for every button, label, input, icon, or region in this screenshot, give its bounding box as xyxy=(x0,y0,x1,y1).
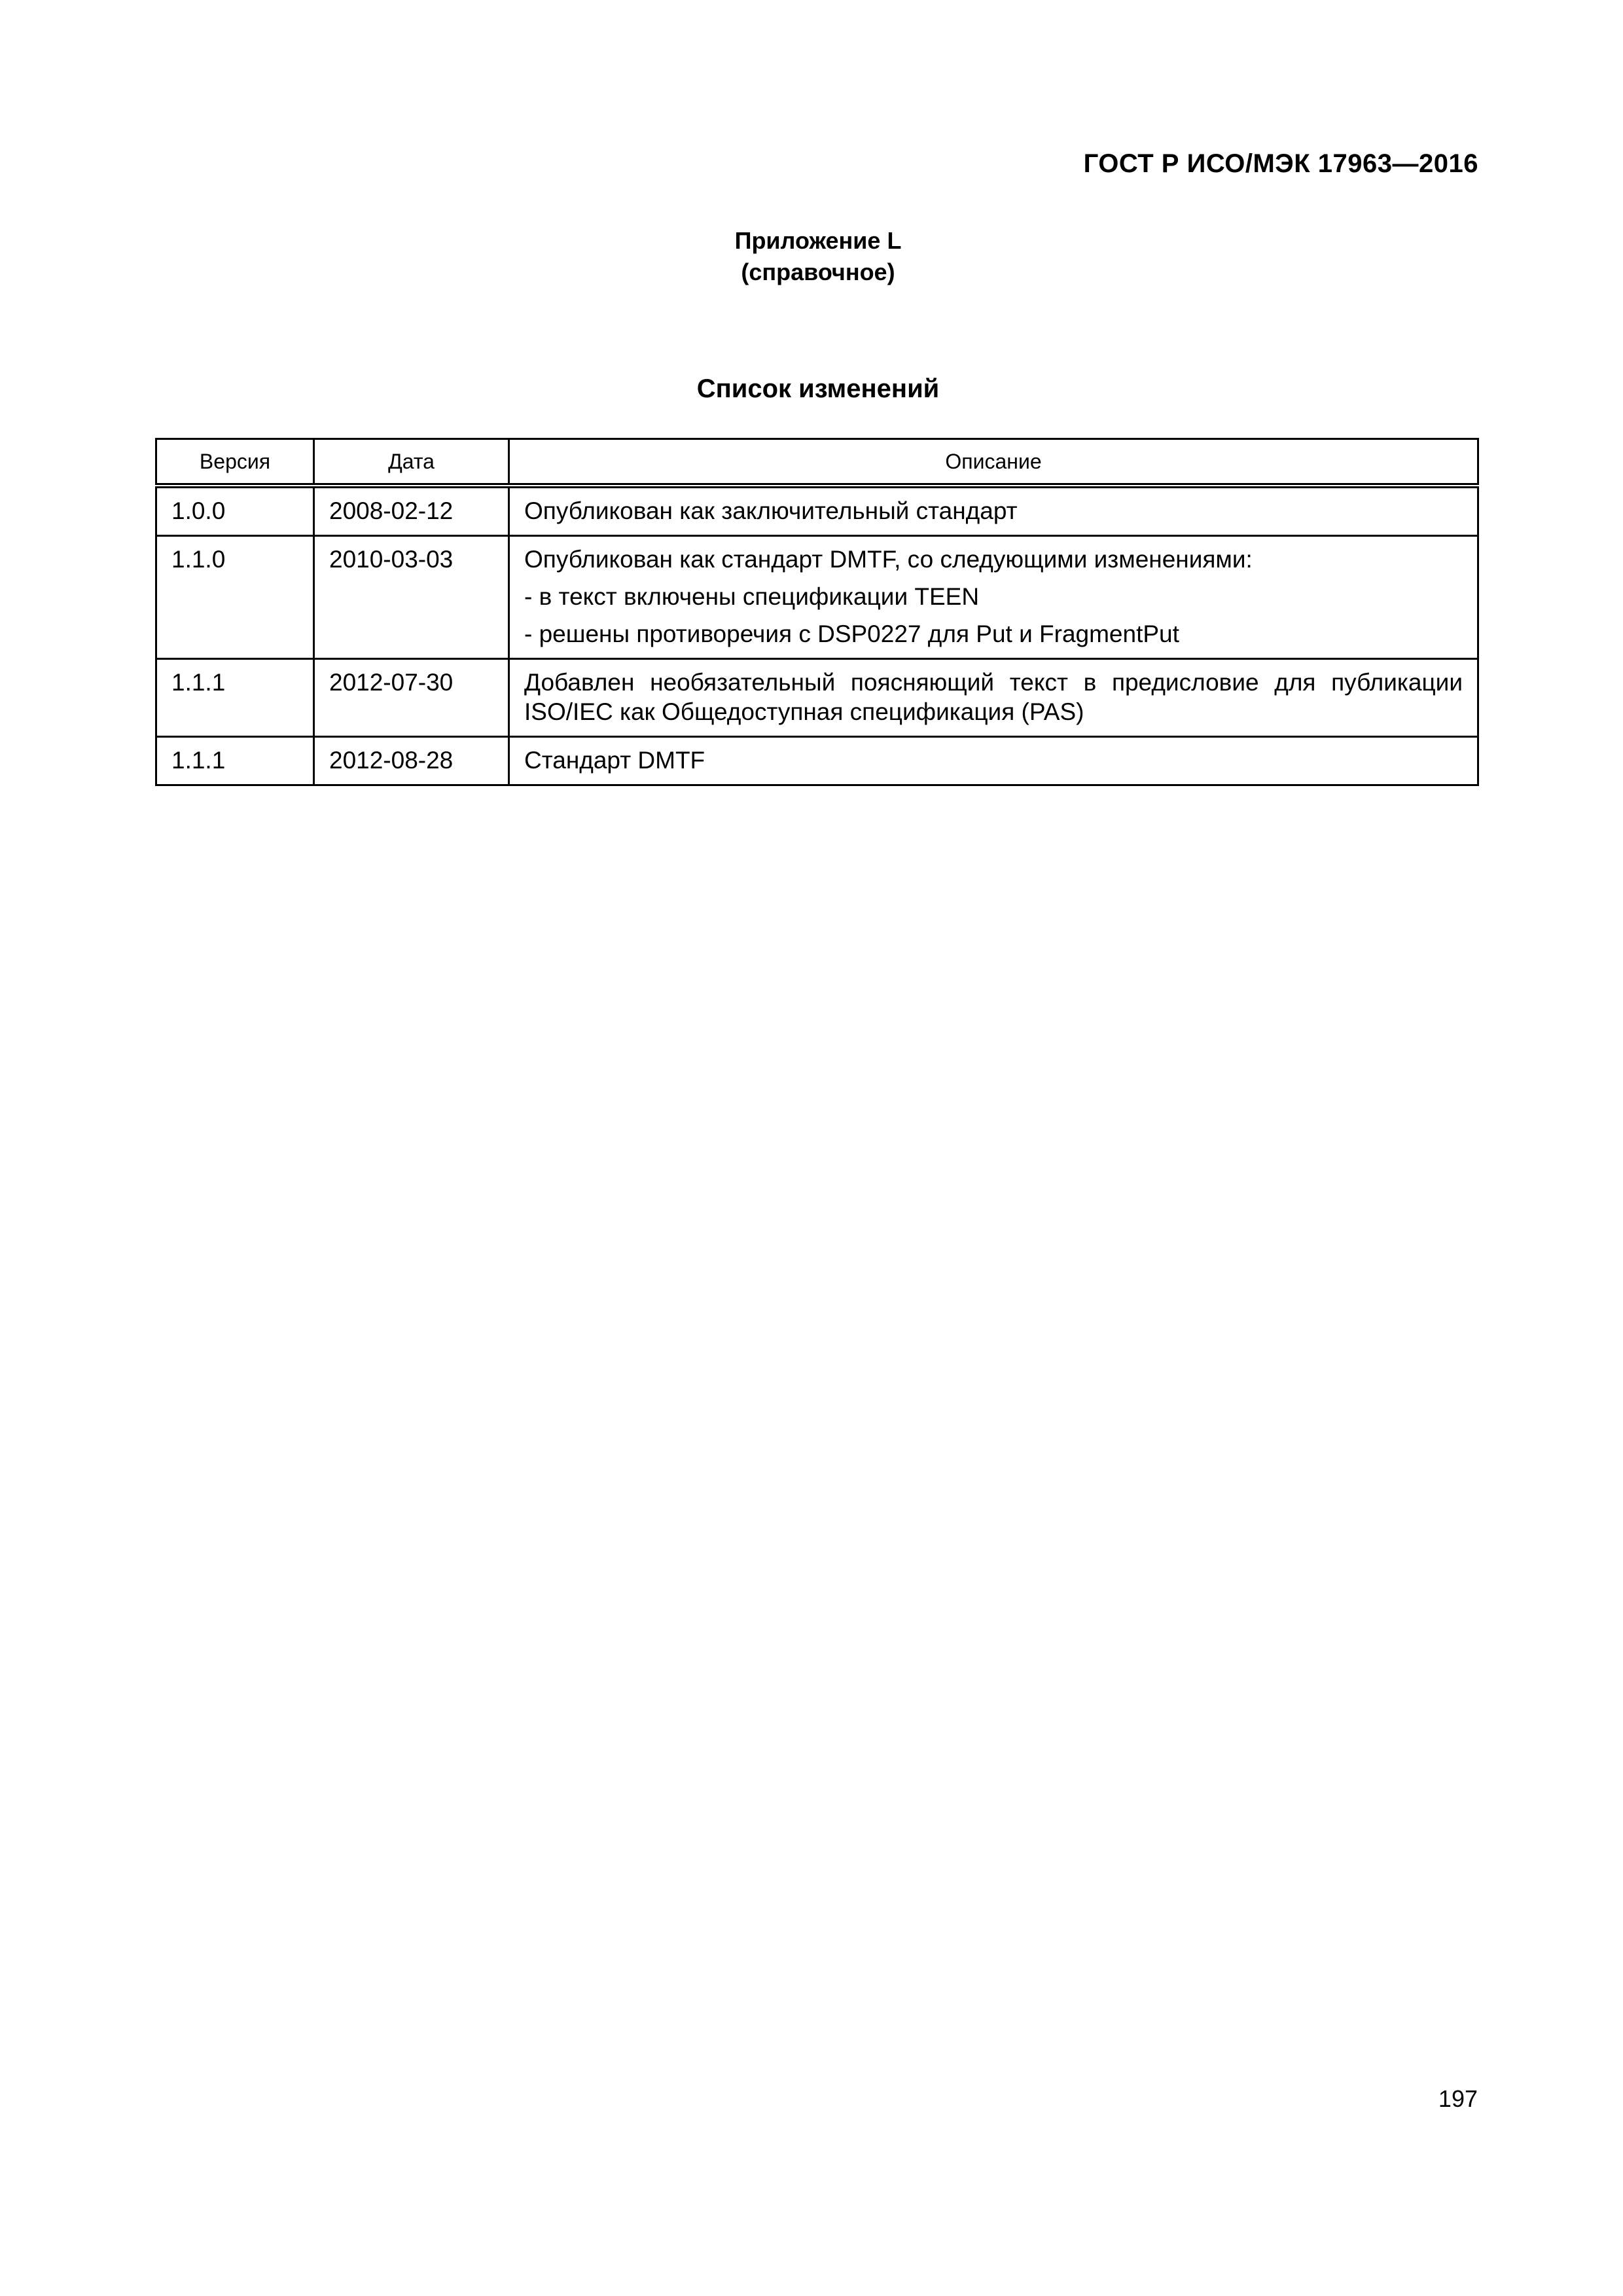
date-cell: 2010-03-03 xyxy=(314,536,509,659)
description-line: - решены противоречия с DSP0227 для Put и FragmentPut xyxy=(524,620,1179,647)
column-header-date: Дата xyxy=(314,439,509,486)
description-line: Опубликован как стандарт DMTF, со следующими изменениями: xyxy=(524,546,1253,573)
description-cell xyxy=(509,659,1478,737)
version-cell: 1.1.1 xyxy=(156,737,314,785)
description-line: - в текст включены спецификации TEEN xyxy=(524,583,980,610)
date-cell: 2012-08-28 xyxy=(314,737,509,785)
description-line: Стандарт DMTF xyxy=(524,747,705,774)
page-number: 197 xyxy=(1438,2085,1478,2112)
version-cell: 1.0.0 xyxy=(156,486,314,536)
table-header-row xyxy=(156,439,1478,486)
table-row xyxy=(156,536,1478,659)
column-header-description: Описание xyxy=(509,439,1478,486)
description-cell xyxy=(509,486,1478,536)
description-cell xyxy=(509,536,1478,659)
description-line: Добавлен необязательный поясняющий текст в предисловие для публикации ISO/IEC как Общедоступная спецификация (PAS) xyxy=(524,669,1463,725)
date-cell: 2008-02-12 xyxy=(314,486,509,536)
description-line: Опубликован как заключительный стандарт xyxy=(524,497,1018,524)
version-cell: 1.1.0 xyxy=(156,536,314,659)
section-title: Список изменений xyxy=(696,374,940,403)
table-row xyxy=(156,737,1478,785)
version-cell: 1.1.1 xyxy=(156,659,314,737)
table-row xyxy=(156,659,1478,737)
annex-title: Приложение L xyxy=(734,227,902,254)
annex-heading xyxy=(0,225,1623,288)
description-cell xyxy=(509,737,1478,785)
change-history-table xyxy=(155,438,1479,786)
date-cell: 2012-07-30 xyxy=(314,659,509,737)
table-row xyxy=(156,486,1478,536)
document-code: ГОСТ Р ИСО/МЭК 17963—2016 xyxy=(1083,149,1478,178)
column-header-version: Версия xyxy=(156,439,314,486)
annex-subtitle: (справочное) xyxy=(741,259,895,285)
